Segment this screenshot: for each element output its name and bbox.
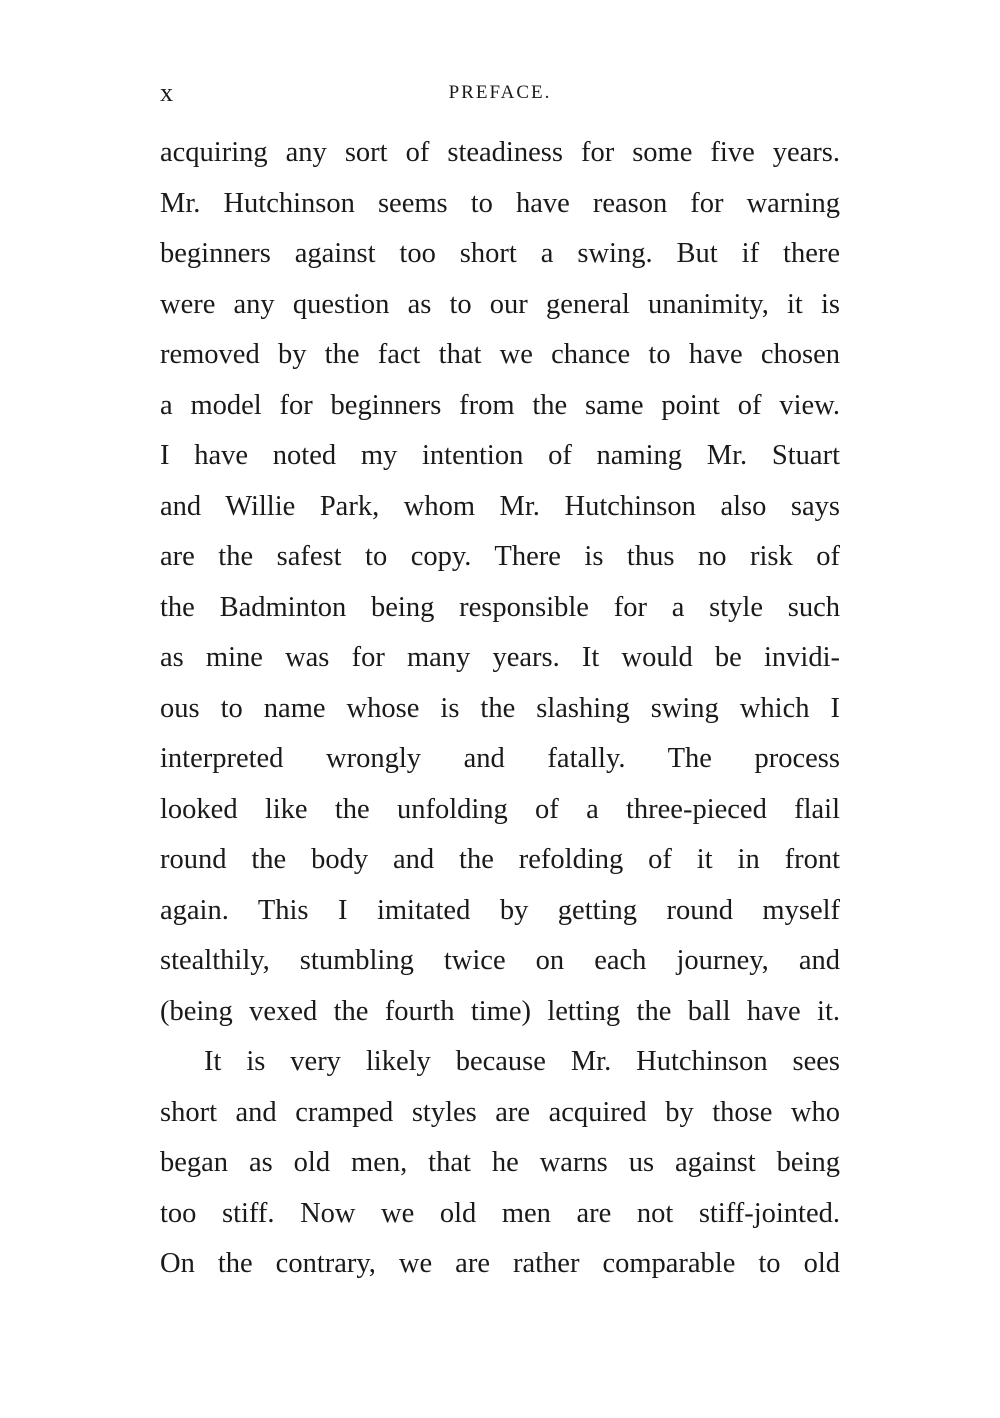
text-line: acquiring any sort of steadiness for some five years. bbox=[160, 137, 840, 168]
text-line: again. This I imitated by getting round myself bbox=[160, 894, 840, 926]
text-line: too stiff. Now we old men are not stiff-jointed. bbox=[160, 1197, 840, 1229]
text-line: ous to name whose is the slashing swing which I bbox=[160, 692, 840, 724]
text-line: Mr. Hutchinson seems to have reason for warning bbox=[160, 187, 840, 219]
text-line: removed by the fact that we chance to have chosen bbox=[160, 339, 840, 370]
page-header bbox=[160, 78, 840, 112]
running-title: PREFACE. bbox=[448, 82, 552, 103]
text-line: and Willie Park, whom Mr. Hutchinson also says bbox=[160, 490, 840, 522]
text-line: round the body and the refolding of it in front bbox=[160, 844, 840, 875]
text-line: beginners against too short a swing. But if there bbox=[160, 238, 840, 269]
text-line: It is very likely because Mr. Hutchinson sees bbox=[204, 1046, 840, 1077]
text-line: a model for beginners from the same point of view. bbox=[160, 389, 840, 421]
paragraph bbox=[160, 128, 840, 1037]
body-text bbox=[160, 128, 840, 1290]
text-line: began as old men, that he warns us against being bbox=[160, 1147, 840, 1178]
page-number: x bbox=[160, 78, 174, 107]
text-line: as mine was for many years. It would be invidi- bbox=[160, 642, 840, 673]
text-line: the Badminton being responsible for a style such bbox=[160, 591, 840, 623]
text-line: looked like the unfolding of a three-pieced flail bbox=[160, 793, 840, 825]
paragraph bbox=[160, 1037, 840, 1290]
text-line: I have noted my intention of naming Mr. Stuart bbox=[160, 440, 840, 471]
text-line: short and cramped styles are acquired by those who bbox=[160, 1096, 840, 1128]
text-line: (being vexed the fourth time) letting the ball have it. bbox=[160, 995, 840, 1027]
text-line: were any question as to our general unanimity, it is bbox=[160, 288, 840, 320]
text-line: interpreted wrongly and fatally. The process bbox=[160, 743, 840, 774]
text-line: On the contrary, we are rather comparable to old bbox=[160, 1248, 840, 1279]
text-line: are the safest to copy. There is thus no risk of bbox=[160, 541, 840, 572]
text-line: stealthily, stumbling twice on each journey, and bbox=[160, 945, 840, 976]
